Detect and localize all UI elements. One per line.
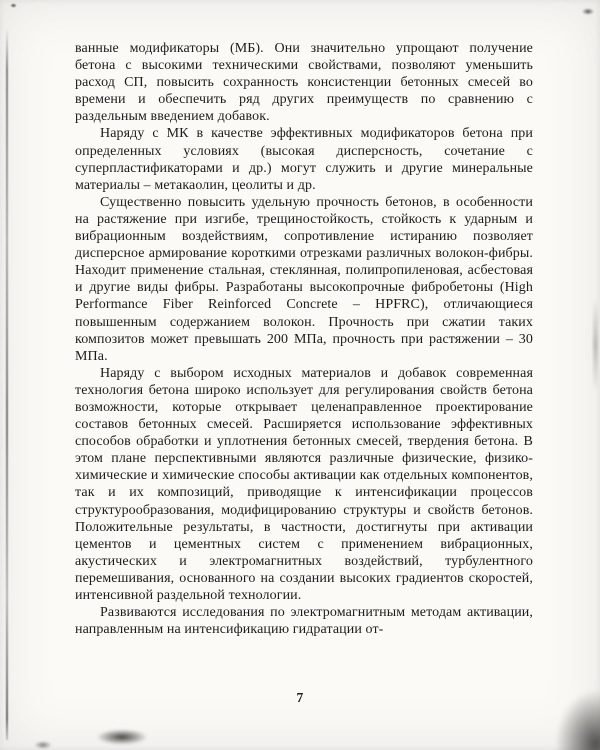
paragraph: Существенно повысить удельную прочность бетонов, в особенности на растяжение при изгибе, трещиностойкость, стойкость к ударным и вибрационным воздействиям, сопротивление истиранию позволяет дисперсное армирование короткими отрезками различных волокон-фибры. Находит применение стальная, стеклянная, полипропиленовая, асбестовая и другие виды фибры. Разработаны высокопрочные фибробетоны (High Performance Fiber Reinforced Concrete – HPFRC), отличающиеся повышенным содержанием волокон. Прочность при сжатии таких композитов может превышать 200 МПа, прочность при растяжении – 30 МПа.	[75, 194, 533, 364]
scan-artifact-left-edge	[6, 28, 8, 740]
scan-artifact-bottom-left	[34, 741, 52, 749]
paragraph: Наряду с МК в качестве эффективных модификаторов бетона при определенных условиях (высокая дисперсность, сочетание с суперпластификаторами и др.) могут служить и другие минеральные материалы – метакаолин, цеолиты и др.	[75, 126, 533, 193]
scan-artifact-bottom-smudge	[96, 729, 148, 745]
paragraph-continuation: ванные модификаторы (МБ). Они значительно упрощают получение бетона с высокими техническими свойствами, позволяют уменьшить расход СП, повысить сохранность консистенции бетонных смесей во времени и обеспечить ряд других преимуществ по сравнению с раздельным введением добавок.	[75, 41, 533, 125]
scan-artifact-top-left	[10, 3, 17, 8]
scan-artifact-top-right	[582, 8, 594, 15]
paragraph: Развиваются исследования по электромагнитным методам активации, направленным на интенсификацию гидратации от-	[75, 605, 533, 638]
page-text-block	[75, 40, 533, 638]
paragraph: Наряду с выбором исходных материалов и добавок современная технология бетона широко использует для регулирования свойств бетона возможности, которые открывает целенаправленное проектирование составов бетонных смесей. Расширяется использование эффективных способов обработки и уплотнения бетонных смесей, твердения бетона. В этом плане перспективными являются различные физические, физико-химические и химические способы активации как отдельных компонентов, так и их композиций, приводящие к интенсификации процессов структурообразования, модифицированию структуры и свойств бетонов. Положительные результаты, в частности, достигнуты при активации цементов и цементных систем с применением вибрационных, акустических и электромагнитных воздействий, турбулентного перемешивания, основанного на создании высоких градиентов скоростей, интенсивной раздельной технологии.	[75, 365, 533, 603]
page-number: 7	[296, 690, 304, 705]
scan-artifact-right-edge	[593, 300, 598, 390]
